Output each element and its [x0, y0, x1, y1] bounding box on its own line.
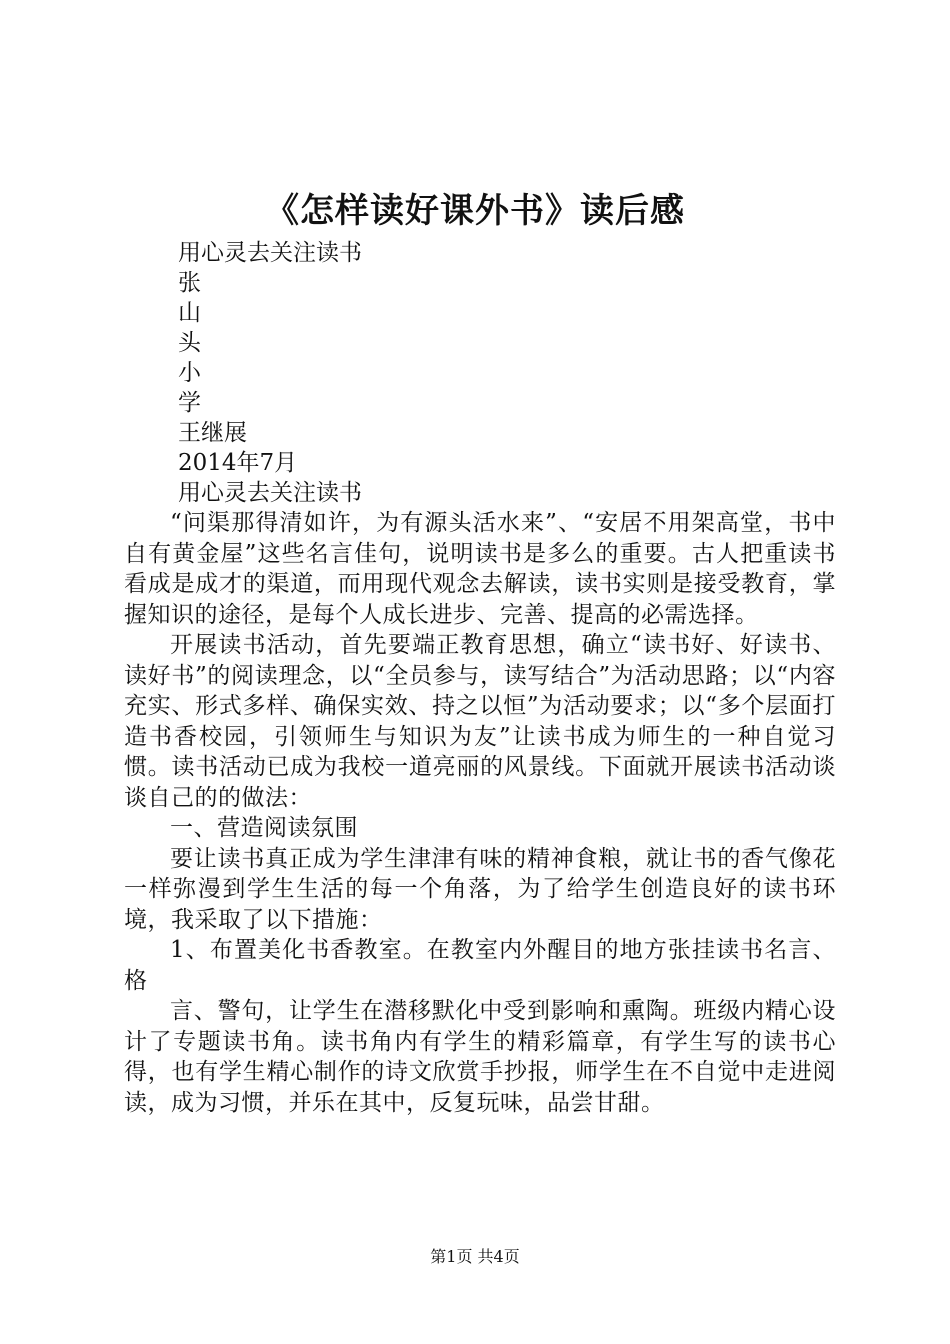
author-name: 王继展: [178, 420, 247, 446]
paragraph: 开展读书活动，首先要端正教育思想，确立“读书好、好读书、读好书”的阅读理念，以“全员参与，读写结合”为活动思路；以“内容充实、形式多样、确保实效、持之以恒”为活动要求；以“多个层面打造书香校园，引领师生与知识为友”让读书成为师生的一种自觉习惯。读书活动已成为我校一道亮丽的风景线。下面就开展读书活动谈谈自己的的做法：: [124, 632, 836, 811]
paragraph: 要让读书真正成为学生津津有味的精神食粮，就让书的香气像花一样弥漫到学生生活的每一个角落，为了给学生创造良好的读书环境，我采取了以下措施：: [124, 845, 836, 933]
header-line: 山: [178, 300, 201, 326]
header-line: 学: [178, 390, 201, 416]
page-footer: 第1页 共4页: [430, 1247, 520, 1266]
document-title: 《怎样读好课外书》读后感: [265, 191, 685, 231]
paragraph: 言、警句，让学生在潜移默化中受到影响和熏陶。班级内精心设计了专题读书角。读书角内有学生的精彩篇章，有学生写的读书心得，也有学生精心制作的诗文欣赏手抄报，师学生在不自觉中走进阅读，成为习惯，并乐在其中，反复玩味，品尝甘甜。: [124, 998, 836, 1116]
header-line: 用心灵去关注读书: [178, 240, 362, 266]
header-line: 张: [178, 270, 201, 296]
document-body: [124, 508, 836, 1118]
header-line: 小: [178, 360, 201, 386]
date-line: 2014年7月: [178, 450, 298, 476]
section-heading: 一、营造阅读氛围: [170, 815, 358, 841]
paragraph: 1、布置美化书香教室。在教室内外醒目的地方张挂读书名言、格: [124, 937, 836, 994]
header-line: 头: [178, 330, 201, 356]
paragraph: “问渠那得清如许，为有源头活水来”、“安居不用架高堂，书中自有黄金屋”这些名言佳句，说明读书是多么的重要。古人把重读书看成是成才的渠道，而用现代观念去解读，读书实则是接受教育，掌握知识的途径，是每个人成长进步、完善、提高的必需选择。: [124, 510, 836, 628]
subtitle-line: 用心灵去关注读书: [178, 480, 362, 506]
